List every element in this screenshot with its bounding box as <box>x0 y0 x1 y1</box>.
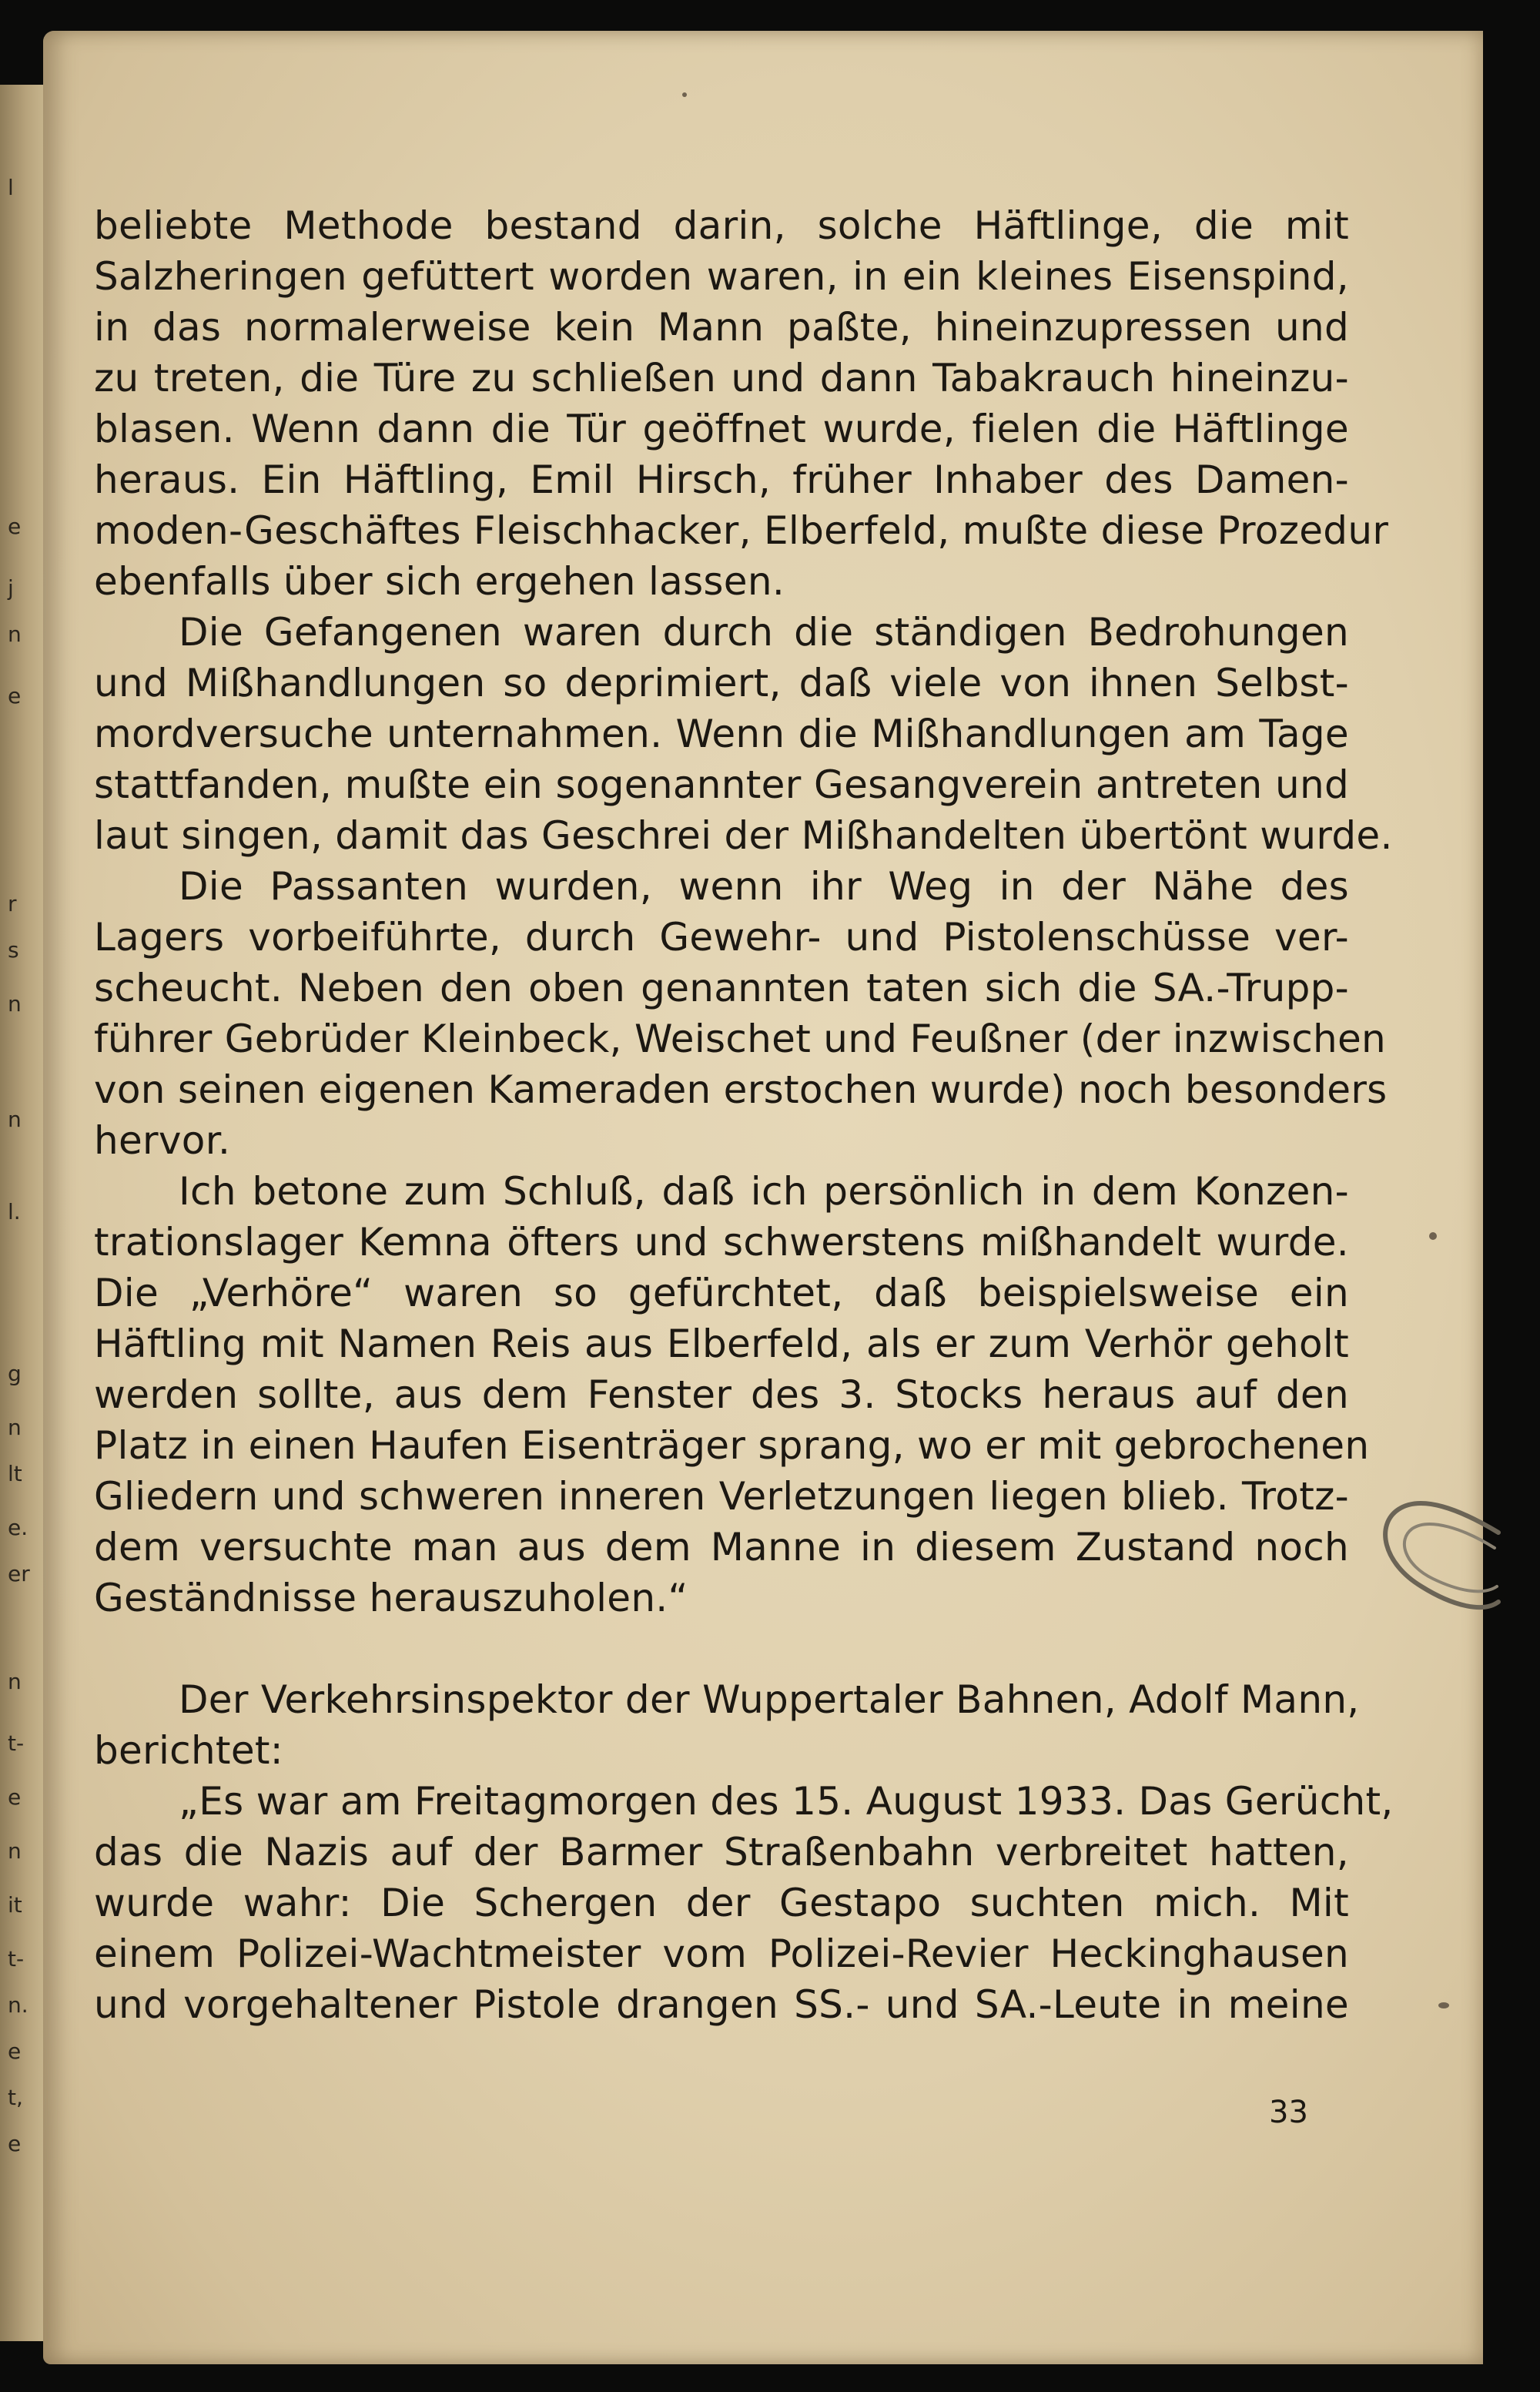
text-line: von seinen eigenen Kameraden erstochen wurde) noch besonders <box>94 1067 1388 1112</box>
page-number: 33 <box>1269 2095 1308 2130</box>
margin-letter: e <box>8 2131 22 2156</box>
paragraph-6 <box>94 1776 1394 2030</box>
margin-letter: t, <box>8 2085 23 2110</box>
paper-speck <box>1429 1232 1437 1240</box>
margin-letter: e. <box>8 1515 28 1540</box>
text-line: Geständnisse herauszuholen.“ <box>94 1576 688 1620</box>
text-line: „Es war am Freitagmorgen des 15. August 1933. Das Gerücht, <box>179 1779 1394 1824</box>
text-line: Salzheringen gefüttert worden waren, in ein kleines Eisenspind, <box>94 254 1349 299</box>
margin-letter: s <box>8 937 19 963</box>
text-line: Der Verkehrsinspektor der Wuppertaler Bahnen, Adolf Mann, <box>179 1677 1360 1722</box>
text-line: stattfanden, mußte ein sogenannter Gesangverein antreten und <box>94 762 1349 807</box>
text-line: und vorgehaltener Pistole drangen SS.- und SA.-Leute in meine <box>94 1982 1349 2027</box>
margin-letter: n <box>8 1415 22 1440</box>
text-line: Lagers vorbeiführte, durch Gewehr- und Pistolenschüsse ver- <box>94 915 1349 960</box>
text-line: laut singen, damit das Geschrei der Mißhandelten übertönt wurde. <box>94 813 1393 858</box>
text-line: führer Gebrüder Kleinbeck, Weischet und Feußner (der inzwischen <box>94 1017 1387 1061</box>
text-line: Platz in einen Haufen Eisenträger sprang, wo er mit gebrochenen <box>94 1423 1370 1468</box>
margin-letter: r <box>8 891 17 916</box>
adjacent-page-letters <box>3 177 48 2179</box>
text-line: Die Gefangenen waren durch die ständigen Bedrohungen <box>179 610 1349 655</box>
paragraph-4 <box>94 1166 1370 1623</box>
margin-letter: lt <box>8 1461 22 1486</box>
margin-letter: t- <box>8 1730 25 1756</box>
text-line: beliebte Methode bestand darin, solche Häftlinge, die mit <box>94 203 1349 248</box>
text-line: heraus. Ein Häftling, Emil Hirsch, früher Inhaber des Damen- <box>94 457 1349 502</box>
margin-letter: n. <box>8 1992 28 2018</box>
margin-letter: n <box>8 991 22 1017</box>
text-line: mordversuche unternahmen. Wenn die Mißhandlungen am Tage <box>94 712 1349 756</box>
text-line: Häftling mit Namen Reis aus Elberfeld, als er zum Verhör geholt <box>94 1322 1349 1366</box>
text-line: einem Polizei-Wachtmeister vom Polizei-Revier Heckinghausen <box>94 1931 1349 1976</box>
text-line: berichtet: <box>94 1728 283 1773</box>
paragraph-1 <box>94 200 1389 607</box>
margin-letter: e <box>8 683 22 709</box>
book-page <box>43 31 1483 2364</box>
margin-letter: e <box>8 514 22 539</box>
paragraph-2 <box>94 607 1393 861</box>
text-line: wurde wahr: Die Schergen der Gestapo suchten mich. Mit <box>94 1881 1349 1925</box>
section-gap <box>94 1623 1349 1674</box>
text-line: moden-Geschäftes Fleischhacker, Elberfeld, mußte diese Prozedur <box>94 508 1389 553</box>
margin-letter: g <box>8 1361 22 1386</box>
margin-letter: n <box>8 1669 22 1694</box>
margin-letter: l <box>8 175 14 200</box>
paragraph-3 <box>94 861 1388 1166</box>
margin-letter: e <box>8 2039 22 2064</box>
margin-letter: n <box>8 1838 22 1864</box>
text-line: das die Nazis auf der Barmer Straßenbahn verbreitet hatten, <box>94 1830 1349 1874</box>
text-line: scheucht. Neben den oben genannten taten sich die SA.-Trupp- <box>94 966 1349 1010</box>
text-line: dem versuchte man aus dem Manne in diesem Zustand noch <box>94 1525 1349 1570</box>
text-line: in das normalerweise kein Mann paßte, hineinzupressen und <box>94 305 1349 350</box>
text-line: Die Passanten wurden, wenn ihr Weg in der Nähe des <box>179 864 1349 909</box>
text-line: Die „Verhöre“ waren so gefürchtet, daß beispielsweise ein <box>94 1271 1349 1315</box>
paperclip-icon <box>1368 1479 1506 1633</box>
text-line: trationslager Kemna öfters und schwerstens mißhandelt wurde. <box>94 1220 1349 1265</box>
margin-letter: l. <box>8 1199 21 1224</box>
margin-letter: j <box>8 575 14 601</box>
text-line: zu treten, die Türe zu schließen und dann Tabakrauch hineinzu- <box>94 356 1349 400</box>
margin-letter: n <box>8 621 22 647</box>
margin-letter: e <box>8 1784 22 1810</box>
text-line: ebenfalls über sich ergehen lassen. <box>94 559 785 604</box>
page-body-text <box>94 200 1394 2030</box>
text-line: Ich betone zum Schluß, daß ich persönlich in dem Konzen- <box>179 1169 1349 1214</box>
text-line: und Mißhandlungen so deprimiert, daß viele von ihnen Selbst- <box>94 661 1349 705</box>
paper-speck <box>682 92 687 97</box>
margin-letter: n <box>8 1107 22 1132</box>
text-line: werden sollte, aus dem Fenster des 3. Stocks heraus auf den <box>94 1372 1349 1417</box>
margin-letter: er <box>8 1561 30 1586</box>
margin-letter: t- <box>8 1946 25 1972</box>
paper-speck <box>1438 2002 1449 2008</box>
text-line: blasen. Wenn dann die Tür geöffnet wurde, fielen die Häftlinge <box>94 407 1349 451</box>
margin-letter: it <box>8 1892 22 1918</box>
text-line: Gliedern und schweren inneren Verletzungen liegen blieb. Trotz- <box>94 1474 1349 1519</box>
paragraph-5 <box>94 1674 1360 1776</box>
text-line: hervor. <box>94 1118 231 1163</box>
adjacent-page-edge <box>0 85 48 2341</box>
